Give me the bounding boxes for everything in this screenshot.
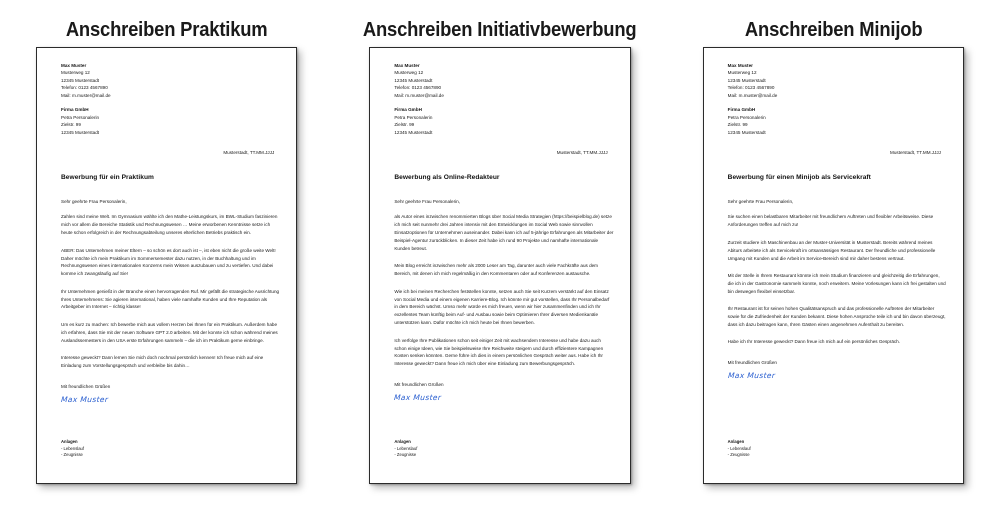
letter-date: Musterstadt, TT.MM.JJJJ <box>890 149 941 155</box>
letter-paragraph: Ihr Unternehmen genießt in der Branche einen hervorragenden Ruf. Mir gefällt die strategische Ausrichtung Ihres Unternehmens: Sie agieren international, haben viele namhafte Kunden und Ihre Reputation als Arbeitgeber im Internet – richtig klasse! <box>61 288 280 310</box>
sender-street: Musterweg 12 <box>727 70 757 76</box>
letter-paragraph: Sie suchen einen belastbaren Mitarbeiter mit freundlichem Auftreten und flexibler Arbeitsweise. Diese Anforderungen treffen auf mich zu! <box>727 214 934 228</box>
attachment-item: - Zeugnisse <box>394 452 417 458</box>
attachment-item: - Zeugnisse <box>727 452 750 458</box>
attachments-block <box>728 439 751 459</box>
letter-paragraph: Um es kurz zu machen: Ich bewerbe mich aus vollem Herzen bei Ihnen für ein Praktikum. Außerdem habe ich erfahren, dass Sie mit der neuen Software GPT 2.0 arbeiten. Mit der konnte ich schon während meines Auslandssemesters in den USA erste Erfahrungen sammeln – die ich im Praktikum gerne einbringe. <box>61 321 278 343</box>
letter-paragraph: Habe ich Ihr Interesse geweckt? Dann freue ich mich auf ein persönliches Gespräch. <box>727 339 901 345</box>
letter-content-minijob <box>728 62 947 473</box>
letter-salutation: Sehr geehrte Frau Personalerin, <box>394 198 460 204</box>
letter-paragraph: Zurzeit studiere ich Maschinenbau an der Muster-Universität in Musterstadt. Bereits während meines Abiturs arbeitete ich als Servicekraft im ortsansässigen Restaurant. Der freundliche und professionelle Umgang mit Kunden und die Arbeit im Service-Bereich sind mir daher bestens vertraut. <box>727 239 936 261</box>
attachments-block <box>394 439 417 459</box>
letter-subject: Bewerbung für einen Minijob als Servicekraft <box>727 173 871 181</box>
recipient-address-block <box>728 106 947 136</box>
sheet-wrapper-minijob <box>703 47 964 484</box>
letter-closing: Mit freundlichen Grüßen <box>727 360 777 366</box>
recipient-city: 12345 Musterstadt <box>394 129 433 135</box>
letter-sheet-praktikum[interactable] <box>36 47 297 484</box>
letter-date: Musterstadt, TT.MM.JJJJ <box>556 149 608 155</box>
letter-paragraph: Zahlen sind meine Welt. Im Gymnasium wählte ich den Mathe-Leistungskurs, im BWL-Studium faszinieren mich vor allem die Bereiche Statistik und Rechnungswesen … Meine erworbenen Kenntnisse setze ich heute schon erfolgreich in der Rechnungsabteilung unseres elterlichen Betriebs praktisch ein. <box>61 214 278 236</box>
sender-address-block <box>61 62 280 99</box>
letter-content-initiativbewerbung <box>394 62 613 473</box>
recipient-street: Zielstr. 99 <box>727 122 748 128</box>
sender-address-block <box>728 62 947 99</box>
sender-mail: Mail: m.muster@mail.de <box>61 92 111 98</box>
letter-paragraph: als Autor eines inzwischen renommierten Blogs über Social Media Strategien (https://beispielblog.de) setze ich mich seit nunmehr drei Jahren intensiv mit den Entwicklungen im Social Web sowie sinnvollen Einsatzoptionen für Unternehmen auseinander. Dabei kann ich auf 5-jährige Erfahrungen als Mitarbeiter der Beispiel-Agentur zurückblicken. In dieser Zeit habe ich rund 90 Projekte und namhafte internationale Kunden betreut. <box>394 214 614 251</box>
address-spacer <box>394 99 613 106</box>
sender-phone: Telefon: 0123 4567890 <box>61 85 108 91</box>
letter-date: Musterstadt, TT.MM.JJJJ <box>223 149 275 155</box>
letter-paragraph: Ihr Restaurant ist für seinen hohen Qualitätsanspruch und das professionelle Auftreten der Mitarbeiter sowie für die Zufriedenheit der Kunden bekannt. Diese hohen Ansprüche teile ich und bin davon überzeugt, dass ich dazu beitragen kann, Ihren Gästen einen angenehmen Aufenthalt zu bereiten. <box>727 306 946 327</box>
column-title-minijob: Anschreiben Minijob <box>744 19 923 41</box>
recipient-address-block <box>394 106 613 136</box>
letter-column-initiativbewerbung <box>333 0 666 513</box>
letter-paragraph: Mein Blog erreicht inzwischen mehr als 2000 Leser am Tag, darunter auch viele Fachkräfte aus dem Bereich, mit denen ich mich regelmäßig in den Kommentaren oder auf Konferenzen austausche. <box>394 263 599 277</box>
letter-sheet-initiativbewerbung[interactable] <box>369 47 630 484</box>
sender-phone: Telefon: 0123 4567890 <box>394 85 442 91</box>
sheet-wrapper-initiativbewerbung <box>369 47 630 484</box>
letter-subject: Bewerbung für ein Praktikum <box>61 173 154 181</box>
recipient-company: Firma GmbH <box>394 107 422 113</box>
letter-paragraph: Ich verfolge Ihre Publikationen schon seit einiger Zeit mit wachsendem Interesse und habe dazu auch schon einige Ideen, wie Sie beispielsweise Ihre Reichweite steigern und durch effizientere Kampagnen Kosten senken könnten. Gerne führe ich dies in einem persönlichen Gespräch weiter aus. Habe ich Ihr Interesse geweckt? Dann freue ich mich über eine Einladung zum Bewerbungsgespräch. <box>394 337 604 367</box>
attachments-title: Anlagen <box>394 438 411 444</box>
recipient-contact: Petra Personalerin <box>394 114 433 120</box>
sender-phone: Telefon: 0123 4567890 <box>727 85 775 91</box>
column-title-praktikum: Anschreiben Praktikum <box>65 19 268 41</box>
sender-name: Max Muster <box>727 63 753 68</box>
letter-paragraph: ABER: Das Unternehmen meiner Eltern – so schön es dort auch ist –, ist eben nicht die große weite Welt! Daher möchte ich mein Praktikum im Sommersemester dazu nutzen, in der Buchhaltung und im Rechnungswesen eines internationalen Konzerns mein Wissen auszubauen und zu vertiefen. Und dabei komme ich zwangsläufig auf Sie! <box>61 247 276 277</box>
recipient-street: Zielstr. 99 <box>394 122 415 128</box>
recipient-contact: Petra Personalerin <box>727 114 766 120</box>
recipient-street: Zielstr. 99 <box>61 122 81 128</box>
letter-sheet-minijob[interactable] <box>703 47 964 484</box>
letter-subject: Bewerbung als Online-Redakteur <box>394 173 500 181</box>
attachments-title: Anlagen <box>727 438 745 444</box>
attachment-item: - Lebenslauf <box>61 445 85 451</box>
column-title-initiativbewerbung: Anschreiben Initiativbewerbung <box>363 19 637 41</box>
letter-closing: Mit freundlichen Grüßen <box>394 382 444 388</box>
letter-column-minijob <box>667 0 1000 513</box>
recipient-address-block <box>61 106 280 136</box>
letter-salutation: Sehr geehrte Frau Personalerin, <box>727 198 794 204</box>
signature: Max Muster <box>394 393 442 403</box>
sender-name: Max Muster <box>61 63 87 68</box>
attachment-item: - Lebenslauf <box>394 445 418 451</box>
attachment-item: - Zeugnisse <box>61 452 83 458</box>
sender-mail: Mail: m.muster@mail.de <box>727 92 778 98</box>
signature: Max Muster <box>727 371 776 381</box>
letter-paragraph: Interesse geweckt? Dann lernen Sie mich doch nochmal persönlich kennen! Ich freue mich auf eine Einladung zum Vorstellungsgespräch und verbleibe bis dahin… <box>61 355 264 368</box>
letter-paragraph: Wie ich bei meinen Recherchen feststellen konnte, setzen auch Sie seit Kurzem verstärkt auf den Einsatz von Social Media und einem eigenen Karriere-Blog. Ich könnte mir gut vorstellen, dass Ihr Personalbedarf in dem Bereich wächst. Umso mehr würde es mich freuen, wenn wir hier zusammenfinden und ich Ihr exzellentes Team künftig beim Auf- und Ausbau sowie beim Optimieren Ihrer diversen Medienkanäle unterstützen kann. Dafür möchte ich mich heute bei Ihnen bewerben. <box>394 288 610 326</box>
letter-closing: Mit freundlichen Grüßen <box>61 383 111 389</box>
letter-column-praktikum <box>0 0 333 513</box>
sender-mail: Mail: m.muster@mail.de <box>394 92 444 98</box>
sender-street: Musterweg 12 <box>394 70 424 76</box>
attachments-title: Anlagen <box>61 438 78 444</box>
recipient-contact: Petra Personalerin <box>61 114 100 120</box>
attachments-block <box>61 439 84 459</box>
sheet-wrapper-praktikum <box>36 47 297 484</box>
signature: Max Muster <box>60 394 109 404</box>
sender-city: 12345 Musterstadt <box>394 77 433 83</box>
address-spacer <box>61 99 280 106</box>
recipient-city: 12345 Musterstadt <box>727 129 766 135</box>
letter-paragraph: Mit der Stelle in Ihrem Restaurant könnte ich mein Studium finanzieren und gleichzeitig die Erfahrungen, die ich in der Gastronomie sammeln konnte, noch erweitern. Meine Vorlesungen kann ich frei gestalten und bin deswegen flexibel einsetzbar. <box>727 272 946 294</box>
sender-street: Musterweg 12 <box>61 70 90 76</box>
sender-city: 12345 Musterstadt <box>61 77 100 83</box>
letter-content-praktikum <box>61 62 280 473</box>
recipient-city: 12345 Musterstadt <box>61 129 100 135</box>
recipient-company: Firma GmbH <box>61 107 89 113</box>
attachment-item: - Lebenslauf <box>727 445 751 451</box>
sender-address-block <box>394 62 613 99</box>
letter-salutation: Sehr geehrte Frau Personalerin, <box>61 198 127 204</box>
recipient-company: Firma GmbH <box>727 107 756 113</box>
address-spacer <box>728 99 947 106</box>
sender-city: 12345 Musterstadt <box>727 77 766 83</box>
sender-name: Max Muster <box>394 63 420 68</box>
